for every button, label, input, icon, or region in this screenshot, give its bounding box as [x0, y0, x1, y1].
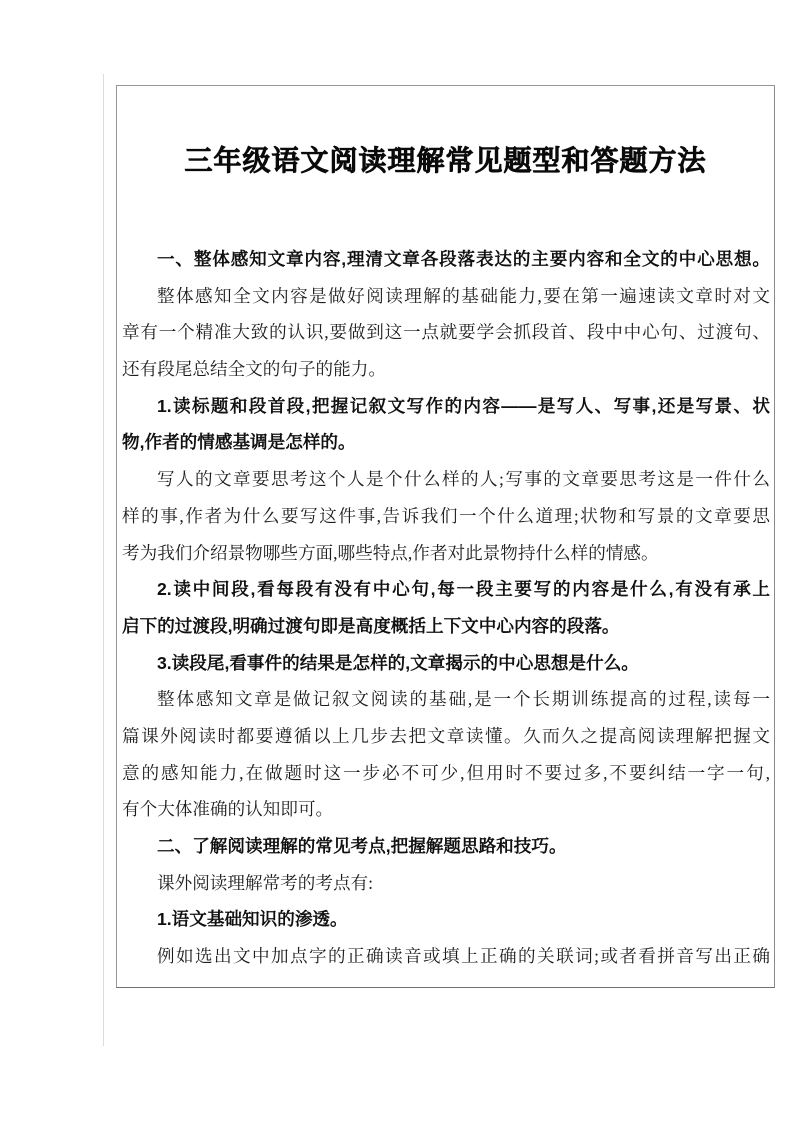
text-line: 样的事,作者为什么要写这件事,告诉我们一个什么道理;状物和写景的文章要思 — [122, 505, 770, 526]
page-title: 三年级语文阅读理解常见题型和答题方法 — [184, 145, 707, 176]
text-line: 2.读中间段,看每段有没有中心句,每一段主要写的内容是什么,有没有承上 — [157, 579, 770, 600]
text-line: 1.语文基础知识的渗透。 — [157, 909, 348, 930]
text-line: 写人的文章要思考这个人是个什么样的人;写事的文章要思考这是一件什么 — [157, 469, 770, 490]
text-line: 还有段尾总结全文的句子的能力。 — [122, 359, 386, 380]
text-line: 二、了解阅读理解的常见考点,把握解题思路和技巧。 — [157, 836, 567, 856]
text-line: 整体感知文章是做记叙文阅读的基础,是一个长期训练提高的过程,读每一 — [157, 689, 770, 710]
text-line: 一、整体感知文章内容,理清文章各段落表达的主要内容和全文的中心思想。 — [157, 249, 770, 269]
page-frame — [116, 85, 775, 988]
text-line: 整体感知全文内容是做好阅读理解的基础能力,要在第一遍速读文章时对文 — [157, 285, 770, 306]
text-line: 意的感知能力,在做题时这一步必不可少,但用时不要过多,不要纠结一字一句, — [122, 762, 770, 783]
body-text — [122, 241, 770, 975]
text-line: 1.读标题和段首段,把握记叙文写作的内容——是写人、写事,还是写景、状 — [157, 395, 770, 416]
text-line: 3.读段尾,看事件的结果是怎样的,文章揭示的中心思想是什么。 — [157, 652, 639, 673]
text-line: 有个大体准确的认知即可。 — [122, 799, 334, 820]
text-line: 篇课外阅读时都要遵循以上几步去把文章读懂。久而久之提高阅读理解把握文 — [122, 725, 770, 746]
text-line: 物,作者的情感基调是怎样的。 — [122, 432, 356, 453]
text-line: 章有一个精准大致的认识,要做到这一点就要学会抓段首、段中中心句、过渡句、 — [122, 322, 770, 343]
page-edge-line — [103, 74, 104, 1046]
text-line: 启下的过渡段,明确过渡句即是高度概括上下文中心内容的段落。 — [122, 615, 620, 636]
text-line: 例如选出文中加点字的正确读音或填上正确的关联词;或者看拼音写出正确 — [157, 946, 770, 967]
text-line: 考为我们介绍景物哪些方面,哪些特点,作者对此景物持什么样的情感。 — [122, 542, 659, 563]
text-line: 课外阅读理解常考的考点有: — [157, 872, 374, 893]
